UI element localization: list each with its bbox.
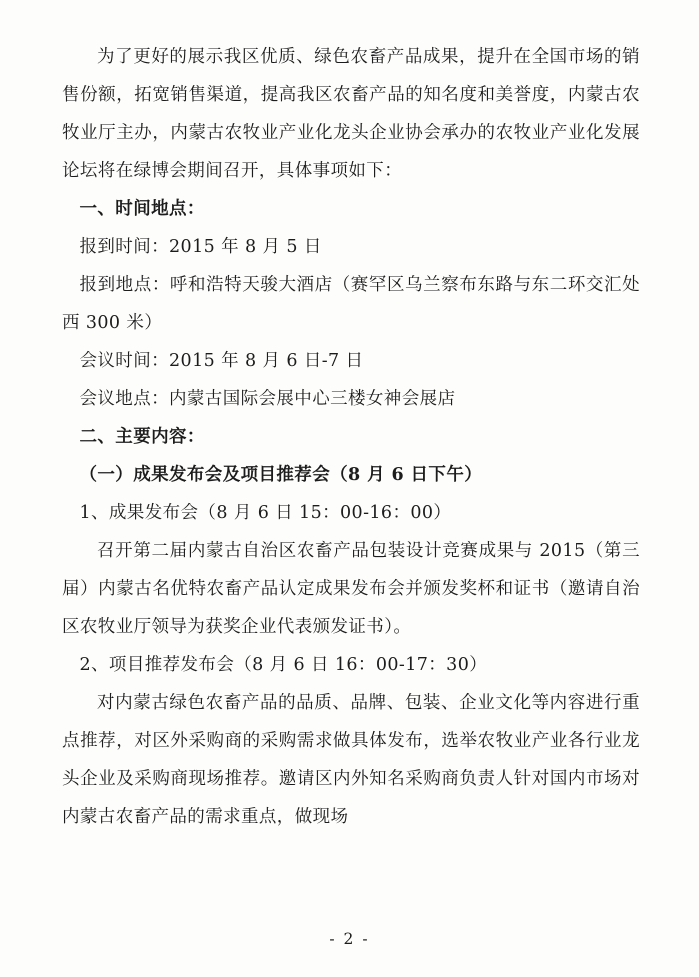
heading-section-1: 一、时间地点： [79,199,205,219]
paragraph-meeting-time: 会议时间：2015 年 8 月 6 日-7 日 [79,351,364,371]
paragraph-meeting-place: 会议地点：内蒙古国际会展中心三楼女神会展店 [79,389,456,409]
paragraph-item-1-2-body: 对内蒙古绿色农畜产品的品质、品牌、包装、企业文化等内容进行重点推荐，对区外采购商的采购需求做具体发布，选举农牧业产业各行业龙头企业及采购商现场推荐。邀请区内外知名采购商负责人针对国内市场对内蒙古农畜产品的需求重点，做现场 [62,693,640,827]
heading-item-1: （一）成果发布会及项目推荐会（8 月 6 日下午） [79,465,483,485]
paragraph-report-place: 报到地点：呼和浩特天骏大酒店（赛罕区乌兰察布东路与东二环交汇处西 300 米） [62,275,640,333]
paragraph-intro: 为了更好的展示我区优质、绿色农畜产品成果，提升在全国市场的销售份额，拓宽销售渠道，提高我区农畜产品的知名度和美誉度，内蒙古农牧业厅主办，内蒙古农牧业产业化龙头企业协会承办的农牧业产业化发展论坛将在绿博会期间召开，具体事项如下： [62,47,640,181]
paragraph-report-time: 报到时间：2015 年 8 月 5 日 [79,237,322,257]
heading-section-2: 二、主要内容： [79,427,205,447]
document-body [62,38,640,836]
page-number: - 2 - [329,930,370,948]
heading-item-1-1: 1、成果发布会（8 月 6 日 15：00-16：00） [79,503,452,523]
paragraph-item-1-1-body: 召开第二届内蒙古自治区农畜产品包装设计竞赛成果与 2015（第三届）内蒙古名优特农畜产品认定成果发布会并颁发奖杯和证书（邀请自治区农牧业厅领导为获奖企业代表颁发证书）。 [62,541,640,637]
heading-item-1-2: 2、项目推荐发布会（8 月 6 日 16：00-17：30） [79,655,488,675]
